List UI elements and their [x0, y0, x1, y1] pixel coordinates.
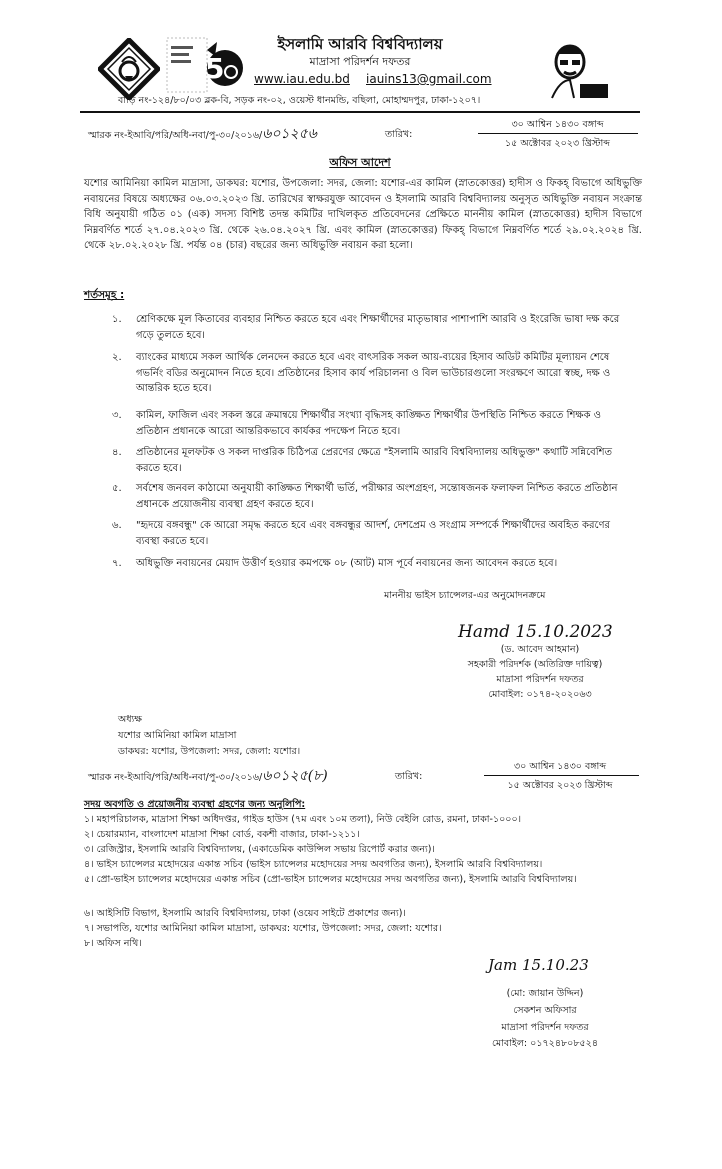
condition-number: ১. [112, 314, 122, 325]
svg-text:5: 5 [205, 52, 225, 85]
condition-text: শ্রেণিকক্ষে মূল কিতাবের ব্যবহার নিশ্চিত করতে হবে এবং শিক্ষার্থীদের মাতৃভাষার পাশাপাশি আরবি ও ইংরেজি ভাষা দক্ষ করে গড়ে তুলতে হবে। [136, 314, 620, 341]
condition-item [112, 518, 632, 549]
memo-date-label: তারিখ: [385, 129, 413, 140]
condition-item [112, 312, 632, 343]
copy-item: ৫। প্রো-ভাইস চ্যান্সেলর মহোদয়ের একান্ত সচিব (প্রো-ভাইস চ্যান্সেলর মহোদয়ের সদয় অবগতির জন্য), ইসলামি আরবি বিশ্ববিদ্যালয়। [84, 874, 577, 885]
copy-item: ৭। সভাপতি, যশোর আমিনিয়া কামিল মাদ্রাসা, ডাকঘর: যশোর, উপজেলা: সদর, জেলা: যশোর। [84, 923, 442, 934]
department-name: মাদ্রাসা পরিদর্শন দফতর [309, 55, 411, 68]
condition-item [112, 481, 632, 512]
website-link[interactable]: www.iau.edu.bd [254, 72, 350, 86]
email-link[interactable]: iauins13@gmail.com [366, 72, 492, 86]
copy-item: ৬। আইসিটি বিভাগ, ইসলামি আরবি বিশ্ববিদ্যালয়, ঢাকা (ওয়েব সাইটে প্রকাশের জন্য)। [84, 908, 406, 919]
condition-number: ২. [112, 352, 122, 363]
memo-date-gregorian: ১৫ অক্টোবর ২০২৩ খ্রিস্টাব্দ [505, 138, 610, 149]
memo2-ref [88, 770, 328, 784]
signatory1-designation: সহকারী পরিদর্শক (অতিরিক্ত দায়িত্ব) [467, 659, 603, 670]
document-title: অফিস আদেশ [329, 156, 391, 169]
header-divider [80, 111, 640, 113]
condition-item [112, 350, 632, 397]
signatory2-designation: সেকশন অফিসার [513, 1005, 577, 1016]
signatory2-name: (মো: জায়ান উদ্দিন) [506, 988, 584, 999]
memo2-ref-handwritten: ৬০১২৫(৮) [262, 768, 328, 784]
condition-text: সর্বশেষ জনবল কাঠামো অনুযায়ী কাঙ্ক্ষিত শিক্ষার্থী ভর্তি, পরীক্ষার অংশগ্রহণ, সন্তোষজনক ফলাফল নিশ্চিত করতে প্রতিষ্ঠান প্রধানকে প্রয়োজনীয় ব্যবস্থা গ্রহণ করতে হবে। [136, 483, 618, 510]
recipient-institution: যশোর আমিনিয়া কামিল মাদ্রাসা [118, 730, 237, 741]
condition-text: প্রতিষ্ঠানের মূলফটক ও সকল দাপ্তরিক চিঠিপত্র প্রেরণের ক্ষেত্রে "ইসলামি আরবি বিশ্ববিদ্যালয় অধিভুক্ত" কথাটি সন্নিবেশিত করতে হবে। [136, 447, 612, 474]
copy-item: ৮। অফিস নথি। [84, 938, 142, 949]
copy-item: ১। মহাপরিচালক, মাদ্রাসা শিক্ষা অধিদপ্তর, গাইড হাউস (৭ম এবং ১০ম তলা), নিউ বেইলি রোড, রমনা, ঢাকা-১০০০। [84, 814, 522, 825]
body-paragraph: যশোর আমিনিয়া কামিল মাদ্রাসা, ডাকঘর: যশোর, উপজেলা: সদর, জেলা: যশোর-এর কামিল (স্নাতকোত্তর) হাদীস ও ফিকহ্ বিভাগে অধিভুক্তি নবায়নের বিষয়ে অধ্যক্ষের ০৬.০৩.২০২৩ খ্রি. তারিখের স্বাক্ষরযুক্ত আবেদন ও ইসলামি আরবি বিশ্ববিদ্যালয় অনুসৃত অধিভুক্তি নবায়ন সংক্রান্ত বিধি অনুযায়ী গঠিত ০১ (এক) সদস্য বিশিষ্ট তদন্ত কমিটির দাখিলকৃত প্রতিবেদনের প্রেক্ষিতে মাননীয় কামিল (স্নাতকোত্তর) হাদীস বিভাগে নিম্নবর্ণিত শর্তে ২৭.০৪.২০২৩ খ্রি. থেকে ২৬.০৪.২০২৭ খ্রি. এবং কামিল (স্নাতকোত্তর) ফিকহ্ বিভাগে নিম্নবর্ণিত শর্তে ২৯.০২.২০২৪ খ্রি. থেকে ২৮.০২.২০২৮ খ্রি. পর্যন্ত ০৪ (চার) বছরের জন্য অধিভুক্তি নবায়ন করা হলো। [84, 178, 642, 251]
signatory2-mobile: মোবাইল: ০১৭২৪৮০৮৫২৪ [491, 1038, 599, 1049]
condition-text: ব্যাংকের মাধ্যমে সকল আর্থিক লেনদেন করতে হবে এবং বাৎসরিক সকল আয়-ব্যয়ের হিসাব অডিট কমিটির মূল্যায়ন শেষে গভর্নিং বডির অনুমোদন নিতে হবে। প্রতিষ্ঠানের হিসাব কার্য পরিচালনা ও বিল ভাউচারগুলো সংরক্ষণে আরো স্বচ্ছ, দক্ষ ও আন্তরিক হতে হবে। [136, 352, 611, 394]
condition-number: ৬. [112, 520, 122, 531]
condition-number: ৭. [112, 558, 122, 569]
copy-item: ৪। ভাইস চ্যান্সেলর মহোদয়ের একান্ত সচিব (ভাইস চ্যান্সেলর মহোদয়ের সদয় অবগতির জন্য), ইসলামি আরবি বিশ্ববিদ্যালয়। [84, 859, 543, 870]
condition-item [112, 445, 632, 476]
memo2-date-label: তারিখ: [395, 771, 423, 782]
memo-ref [88, 128, 317, 142]
portrait-logo [540, 40, 610, 102]
memo-ref-handwritten: ৬০১২৫৬ [262, 126, 317, 142]
condition-number: ৩. [112, 410, 122, 421]
signatory1-office: মাদ্রাসা পরিদর্শন দফতর [496, 674, 584, 685]
condition-item [112, 556, 632, 572]
letterhead-address: বাড়ি নং-১২৪/৮০/০৩ ব্লক-বি, সড়ক নং-০২, ওয়েস্ট ধানমন্ডি, বছিলা, মোহাম্মদপুর, ঢাকা-১২০৭। [118, 95, 481, 106]
date-divider [478, 133, 638, 134]
condition-text: কামিল, ফাজিল এবং সকল স্তরে ক্রমান্বয়ে শিক্ষার্থীর সংখ্যা বৃদ্ধিসহ কাঙ্ক্ষিত শিক্ষার্থীর উপস্থিতি নিশ্চিত করতে শিক্ষক ও প্রতিষ্ঠান প্রধানকে আরো আন্তরিকভাবে কার্যকর পদক্ষেপ নিতে হবে। [136, 410, 602, 437]
copy-item: ২। চেয়ারম্যান, বাংলাদেশ মাদ্রাসা শিক্ষা বোর্ড, বকশী বাজার, ঢাকা-১২১১। [84, 829, 360, 840]
memo2-date-bangla: ৩০ আশ্বিন ১৪৩০ বঙ্গাব্দ [513, 761, 606, 772]
memo-ref-number: ইআবি/পরি/অধি-নবা/পু-৩০/২০১৬/ [127, 130, 263, 141]
condition-text: অধিভুক্তি নবায়নের মেয়াদ উত্তীর্ণ হওয়ার কমপক্ষে ০৮ (আট) মাস পূর্বে নবায়নের জন্য আবেদন করতে হবে। [136, 558, 558, 569]
signatory1-name: (ড. আবেদ আহমান) [500, 644, 580, 655]
signatory2-office: মাদ্রাসা পরিদর্শন দফতর [501, 1022, 589, 1033]
university-name: ইসলামি আরবি বিশ্ববিদ্যালয় [277, 35, 443, 53]
condition-item [112, 408, 632, 439]
condition-number: ৪. [112, 447, 122, 458]
approval-line: মাননীয় ভাইস চ্যান্সেলর-এর অনুমোদনক্রমে [384, 590, 546, 601]
memo-date-bangla: ৩০ আশ্বিন ১৪৩০ বঙ্গাব্দ [511, 119, 604, 130]
memo2-ref-label: স্মারক নং- [88, 772, 128, 783]
condition-number: ৫. [112, 483, 122, 494]
memo2-date-gregorian: ১৫ অক্টোবর ২০২৩ খ্রিস্টাব্দ [507, 780, 613, 791]
conditions-heading: শর্তসমূহ : [84, 289, 125, 301]
signatory1-mobile: মোবাইল: ০১৭৪-২০২০৬৩ [488, 689, 592, 700]
date2-divider [484, 775, 639, 776]
university-seal-logo [98, 38, 160, 100]
memo-ref-label: স্মারক নং- [88, 130, 128, 141]
copy-item: ৩। রেজিস্ট্রার, ইসলামি আরবি বিশ্ববিদ্যালয়, (একাডেমিক কাউন্সিল সভায় রিপোর্ট করার জন্য)। [84, 844, 435, 855]
copies-heading: সদয় অবগতি ও প্রয়োজনীয় ব্যবস্থা গ্রহণের জন্য অনুলিপি: [84, 799, 306, 810]
signature-1: Hamd 15.10.2023 [458, 622, 613, 642]
condition-text: "হৃদয়ে বঙ্গবন্ধু" কে আরো সমৃদ্ধ করতে হবে এবং বঙ্গবন্ধুর আদর্শ, দেশপ্রেম ও সংগ্রাম সম্পর্কে শিক্ষার্থীদের অবহিত করণের ব্যবস্থা করতে হবে। [136, 520, 611, 547]
recipient-address: ডাকঘর: যশোর, উপজেলা: সদর, জেলা: যশোর। [118, 746, 301, 757]
memo2-ref-number: ইআবি/পরি/অধি-নবা/পু-৩০/২০১৬/ [127, 772, 263, 783]
signature-2: Jam 15.10.23 [488, 956, 589, 974]
recipient-title: অধ্যক্ষ [118, 714, 143, 725]
